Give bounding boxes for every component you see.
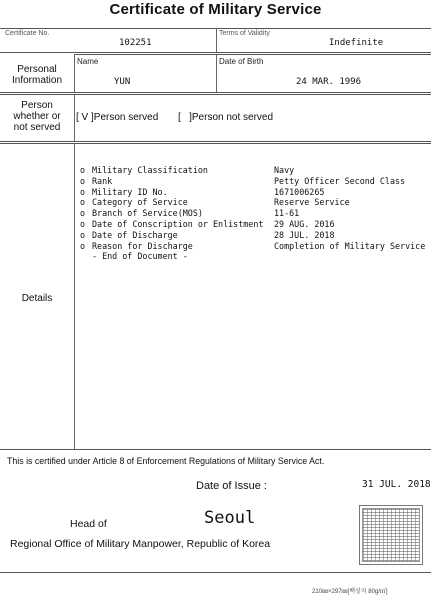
issue-date-label: Date of Issue : xyxy=(196,480,267,492)
details-list xyxy=(80,165,425,262)
details-heading: Details xyxy=(21,293,53,304)
personal-left-divider xyxy=(74,54,75,92)
bullet-icon: o xyxy=(80,197,86,208)
detail-label: Category of Service xyxy=(92,197,188,208)
validity-label: Terms of Validity xyxy=(219,30,270,37)
personal-info-heading-line2: Information xyxy=(11,75,63,86)
issuing-city: Seoul xyxy=(204,508,256,528)
personal-mid-divider xyxy=(216,54,217,92)
detail-row xyxy=(80,197,425,208)
detail-row xyxy=(80,219,425,230)
personal-bottom-line xyxy=(0,92,431,95)
name-label: Name xyxy=(77,57,99,66)
details-left-divider xyxy=(74,144,75,449)
personal-info-heading-line1: Personal xyxy=(17,64,57,75)
detail-label: Military Classification xyxy=(92,165,208,175)
detail-value: Petty Officer Second Class xyxy=(274,175,406,186)
certificate-title: Certificate of Military Service xyxy=(109,1,322,18)
served-bottom-line xyxy=(0,141,431,144)
footer-bottom-line xyxy=(0,572,431,573)
detail-value: 11-61 xyxy=(274,208,300,219)
certificate-no-label: Certificate No. xyxy=(5,30,50,37)
served-heading-line1: Person xyxy=(21,100,53,111)
header-sub-line xyxy=(74,54,431,55)
detail-row xyxy=(80,176,425,187)
served-left-divider xyxy=(74,95,75,141)
option-person-not-served: [ ]Person not served xyxy=(178,112,274,123)
detail-label: Date of Conscription or Enlistment xyxy=(92,218,264,229)
detail-label: Date of Discharge xyxy=(92,229,178,240)
detail-label: Military ID No. xyxy=(92,186,168,197)
bullet-icon: o xyxy=(80,218,86,229)
detail-row xyxy=(80,165,425,176)
certificate-no: 102251 xyxy=(119,38,152,48)
bullet-icon: o xyxy=(80,186,86,197)
detail-value: Completion of Military Service xyxy=(274,240,426,251)
bullet-icon: o xyxy=(80,229,86,240)
head-of-label: Head of xyxy=(70,518,107,530)
detail-row xyxy=(80,241,425,252)
certification-statement: This is certified under Article 8 of Enforcement Regulations of Military Service Act. xyxy=(7,456,325,466)
served-heading-line2: whether or xyxy=(13,111,61,122)
served-heading-line3: not served xyxy=(13,122,61,133)
bullet-icon: o xyxy=(80,165,86,175)
detail-value: 28 JUL. 2018 xyxy=(274,229,335,240)
issue-date: 31 JUL. 2018 xyxy=(362,479,431,490)
detail-value: Navy xyxy=(274,165,295,175)
detail-row xyxy=(80,187,425,198)
dob-value: 24 MAR. 1996 xyxy=(296,77,362,87)
detail-row xyxy=(80,230,425,241)
detail-label: Reason for Discharge xyxy=(92,240,193,251)
validity-value: Indefinite xyxy=(329,38,384,48)
issuing-office: Regional Office of Military Manpower, Republic of Korea xyxy=(10,538,271,550)
official-seal-icon xyxy=(359,505,423,565)
name-value: YUN xyxy=(114,77,131,87)
detail-value: 29 AUG. 2016 xyxy=(274,218,335,229)
option-person-served: [ V ]Person served xyxy=(76,112,159,123)
bullet-icon: o xyxy=(80,175,86,186)
detail-label: Branch of Service(MOS) xyxy=(92,208,203,219)
served-heading xyxy=(0,100,74,133)
seal-pattern xyxy=(362,508,420,562)
bullet-icon: o xyxy=(80,240,86,251)
detail-row xyxy=(80,208,425,219)
details-bottom-line xyxy=(0,449,431,450)
dob-label: Date of Birth xyxy=(219,57,264,66)
detail-value: Reserve Service xyxy=(274,197,350,208)
bullet-icon: o xyxy=(80,208,86,219)
detail-label: Rank xyxy=(92,175,113,186)
end-of-document: - End of Document - xyxy=(92,251,188,262)
personal-info-heading xyxy=(0,64,74,86)
paper-spec: 210㎜×297㎜[백상지 80g/㎡] xyxy=(312,589,388,595)
header-divider xyxy=(216,28,217,52)
header-bottom-line xyxy=(0,52,431,53)
detail-value: 1671006265 xyxy=(274,186,325,197)
